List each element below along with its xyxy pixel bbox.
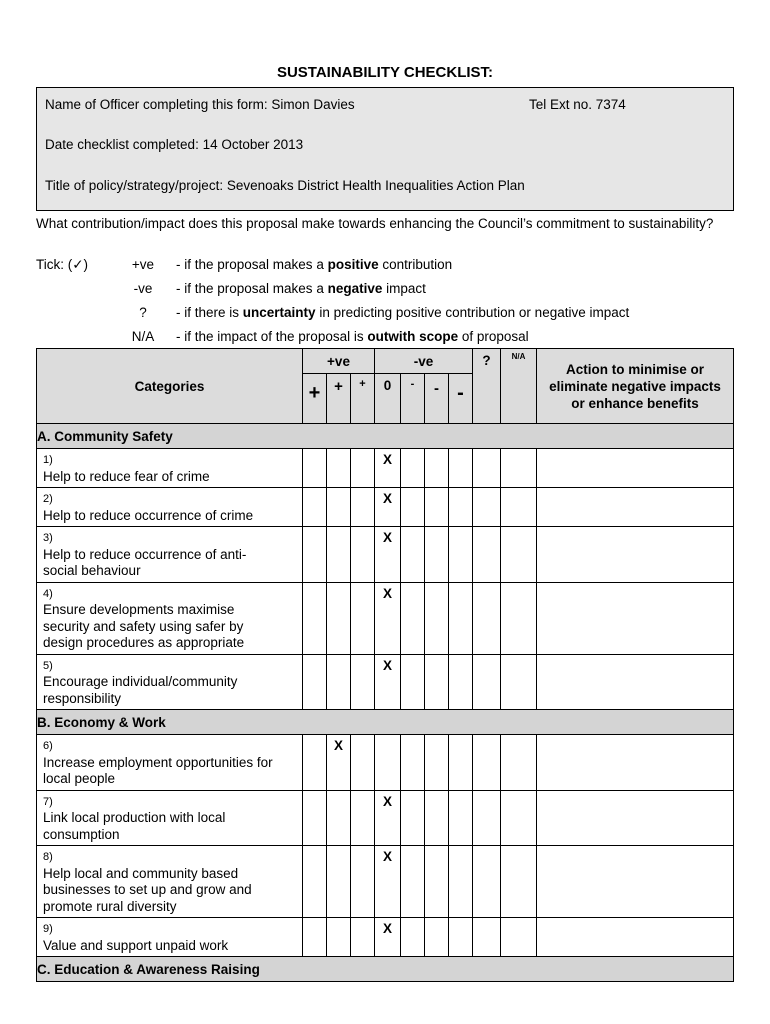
rating-cell[interactable] xyxy=(303,790,327,846)
table-row xyxy=(37,790,734,846)
rating-cell[interactable] xyxy=(351,735,375,791)
tick-label: Tick: (✓) xyxy=(36,257,89,272)
rating-cell[interactable] xyxy=(449,449,473,488)
legend-pre: - if the impact of the proposal is xyxy=(176,329,368,344)
impact-question: What contribution/impact does this proposal make towards enhancing the Council’s commitment to sustainability? xyxy=(36,216,714,231)
rating-cell[interactable] xyxy=(425,654,449,710)
rating-cell[interactable] xyxy=(473,790,501,846)
categories-header: Categories xyxy=(37,349,303,424)
rating-cell[interactable] xyxy=(501,735,537,791)
table-row xyxy=(37,735,734,791)
action-cell[interactable] xyxy=(537,488,734,527)
rating-cell[interactable] xyxy=(351,527,375,583)
rating-cell[interactable]: X xyxy=(375,527,401,583)
item-number: 3) xyxy=(43,532,53,544)
item-text: Increase employment opportunities for local people xyxy=(43,754,273,786)
rating-cell[interactable] xyxy=(425,488,449,527)
rating-cell[interactable] xyxy=(351,582,375,654)
item-number: 7) xyxy=(43,795,53,808)
legend-post: of proposal xyxy=(458,329,529,344)
legend-code: +ve xyxy=(131,257,155,272)
rating-cell[interactable] xyxy=(401,582,425,654)
rating-cell[interactable] xyxy=(351,790,375,846)
rating-cell[interactable] xyxy=(501,449,537,488)
rating-cell[interactable]: X xyxy=(375,790,401,846)
checklist-table xyxy=(36,348,734,982)
action-cell[interactable] xyxy=(537,846,734,918)
uncertain-header: ? xyxy=(473,349,501,424)
table-row xyxy=(37,654,734,710)
table-row xyxy=(37,527,734,583)
legend-description xyxy=(176,305,629,320)
rating-cell[interactable] xyxy=(401,449,425,488)
legend-code: N/A xyxy=(131,329,155,344)
rating-cell[interactable] xyxy=(351,918,375,957)
rating-cell[interactable] xyxy=(473,846,501,918)
action-cell[interactable] xyxy=(537,790,734,846)
rating-cell[interactable] xyxy=(327,846,351,918)
rating-cell[interactable] xyxy=(303,654,327,710)
table-row xyxy=(37,918,734,957)
legend-bold: uncertainty xyxy=(242,305,316,320)
rating-cell[interactable] xyxy=(473,582,501,654)
legend-post: contribution xyxy=(378,257,453,272)
rating-cell[interactable]: X xyxy=(375,488,401,527)
rating-cell[interactable] xyxy=(327,582,351,654)
item-text: Link local production with local consumption xyxy=(43,810,226,842)
rating-cell[interactable] xyxy=(473,735,501,791)
rating-cell[interactable] xyxy=(449,735,473,791)
rating-cell[interactable]: X xyxy=(375,582,401,654)
action-cell[interactable] xyxy=(537,654,734,710)
rating-cell[interactable] xyxy=(473,527,501,583)
item-text: Encourage individual/community responsibility xyxy=(43,674,238,706)
rating-cell[interactable] xyxy=(425,449,449,488)
rating-cell[interactable] xyxy=(401,527,425,583)
rating-cell[interactable]: X xyxy=(375,846,401,918)
rating-cell[interactable] xyxy=(425,790,449,846)
rating-cell[interactable] xyxy=(473,918,501,957)
item-text: Value and support unpaid work xyxy=(43,937,229,953)
item-text: Help to reduce occurrence of anti-social behaviour xyxy=(43,546,247,578)
date-completed: Date checklist completed: 14 October 2013 xyxy=(45,137,304,152)
rating-cell[interactable] xyxy=(351,488,375,527)
legend-bold: outwith scope xyxy=(367,329,459,344)
rating-cell[interactable] xyxy=(449,790,473,846)
rating-cell[interactable] xyxy=(327,790,351,846)
rating-cell[interactable] xyxy=(501,790,537,846)
scale-plus-1: + xyxy=(351,374,375,424)
legend-pre: - if the proposal makes a xyxy=(176,257,328,272)
rating-cell[interactable] xyxy=(449,488,473,527)
rating-cell[interactable] xyxy=(303,488,327,527)
section-header: A. Community Safety xyxy=(37,424,734,449)
legend-post: in predicting positive contribution or negative impact xyxy=(315,305,630,320)
item-text: Help to reduce occurrence of crime xyxy=(43,507,254,523)
action-header: Action to minimise or eliminate negative impacts or enhance benefits xyxy=(537,349,734,424)
rating-cell[interactable] xyxy=(401,488,425,527)
scale-zero: 0 xyxy=(375,374,401,424)
action-cell[interactable] xyxy=(537,582,734,654)
rating-cell[interactable] xyxy=(473,488,501,527)
item-number: 6) xyxy=(43,740,53,752)
legend-post: impact xyxy=(382,281,426,296)
rating-cell[interactable] xyxy=(375,735,401,791)
rating-cell[interactable] xyxy=(327,449,351,488)
rating-cell[interactable] xyxy=(425,846,449,918)
rating-cell[interactable] xyxy=(351,449,375,488)
rating-cell[interactable] xyxy=(327,918,351,957)
action-cell[interactable] xyxy=(537,527,734,583)
rating-cell[interactable] xyxy=(327,488,351,527)
rating-cell[interactable] xyxy=(401,735,425,791)
rating-cell[interactable] xyxy=(501,488,537,527)
rating-cell[interactable] xyxy=(303,846,327,918)
na-header: N/A xyxy=(501,349,537,424)
rating-cell[interactable] xyxy=(501,527,537,583)
item-number: 5) xyxy=(43,659,53,672)
table-row xyxy=(37,846,734,918)
rating-cell[interactable] xyxy=(449,654,473,710)
action-cell[interactable] xyxy=(537,735,734,791)
legend-bold: positive xyxy=(327,257,379,272)
legend-description xyxy=(176,281,426,296)
rating-cell[interactable] xyxy=(449,918,473,957)
table-row xyxy=(37,582,734,654)
rating-cell[interactable] xyxy=(425,735,449,791)
scale-minus-2: - xyxy=(425,374,449,424)
scale-minus-1: - xyxy=(401,374,425,424)
rating-cell[interactable]: X xyxy=(375,654,401,710)
item-number: 9) xyxy=(43,923,53,935)
item-text: Help to reduce fear of crime xyxy=(43,468,210,484)
rating-cell[interactable] xyxy=(303,449,327,488)
table-row xyxy=(37,488,734,527)
item-text: Ensure developments maximise security and safety using safer by design procedures as appropriate xyxy=(43,602,245,650)
item-number: 2) xyxy=(43,493,53,505)
rating-cell[interactable] xyxy=(449,527,473,583)
scale-plus-2: + xyxy=(327,374,351,424)
rating-cell[interactable] xyxy=(473,654,501,710)
rating-cell[interactable] xyxy=(425,527,449,583)
item-number: 4) xyxy=(43,587,53,600)
rating-cell[interactable] xyxy=(501,846,537,918)
rating-cell[interactable] xyxy=(501,918,537,957)
negative-header: -ve xyxy=(375,349,473,374)
item-number: 1) xyxy=(43,454,53,466)
rating-cell[interactable]: X xyxy=(327,735,351,791)
officer-name: Name of Officer completing this form: Simon Davies xyxy=(45,97,355,112)
rating-cell[interactable] xyxy=(449,582,473,654)
page-title: SUSTAINABILITY CHECKLIST: xyxy=(276,64,494,81)
scale-minus-3: - xyxy=(449,374,473,424)
legend-description xyxy=(176,329,529,344)
rating-cell[interactable] xyxy=(425,582,449,654)
action-cell[interactable] xyxy=(537,918,734,957)
legend-code: ? xyxy=(139,305,147,320)
section-header: C. Education & Awareness Raising xyxy=(37,957,734,982)
item-text: Help local and community based businesses to set up and grow and promote rural diversity xyxy=(43,865,252,914)
rating-cell[interactable] xyxy=(303,918,327,957)
rating-cell[interactable] xyxy=(303,527,327,583)
rating-cell[interactable] xyxy=(401,790,425,846)
rating-cell[interactable] xyxy=(351,846,375,918)
rating-cell[interactable] xyxy=(401,918,425,957)
rating-cell[interactable] xyxy=(425,918,449,957)
item-number: 8) xyxy=(43,851,53,863)
rating-cell[interactable]: X xyxy=(375,449,401,488)
rating-cell[interactable] xyxy=(501,654,537,710)
rating-cell[interactable] xyxy=(327,654,351,710)
rating-cell[interactable] xyxy=(351,654,375,710)
legend-pre: - if there is xyxy=(176,305,243,320)
rating-cell[interactable] xyxy=(401,846,425,918)
rating-cell[interactable]: X xyxy=(375,918,401,957)
legend-description xyxy=(176,257,452,272)
tel-ext: Tel Ext no. 7374 xyxy=(529,97,626,112)
rating-cell[interactable] xyxy=(303,582,327,654)
legend-bold: negative xyxy=(327,281,383,296)
officer-info-box xyxy=(36,87,734,211)
positive-header: +ve xyxy=(303,349,375,374)
rating-cell[interactable] xyxy=(303,735,327,791)
rating-cell[interactable] xyxy=(473,449,501,488)
rating-cell[interactable] xyxy=(327,527,351,583)
rating-cell[interactable] xyxy=(501,582,537,654)
action-cell[interactable] xyxy=(537,449,734,488)
legend-code: -ve xyxy=(133,281,153,296)
rating-cell[interactable] xyxy=(401,654,425,710)
legend-pre: - if the proposal makes a xyxy=(176,281,328,296)
policy-title: Title of policy/strategy/project: Sevenoaks District Health Inequalities Action Plan xyxy=(45,178,525,193)
table-row xyxy=(37,449,734,488)
section-header: B. Economy & Work xyxy=(37,710,734,735)
scale-plus-3: + xyxy=(303,374,327,424)
rating-cell[interactable] xyxy=(449,846,473,918)
